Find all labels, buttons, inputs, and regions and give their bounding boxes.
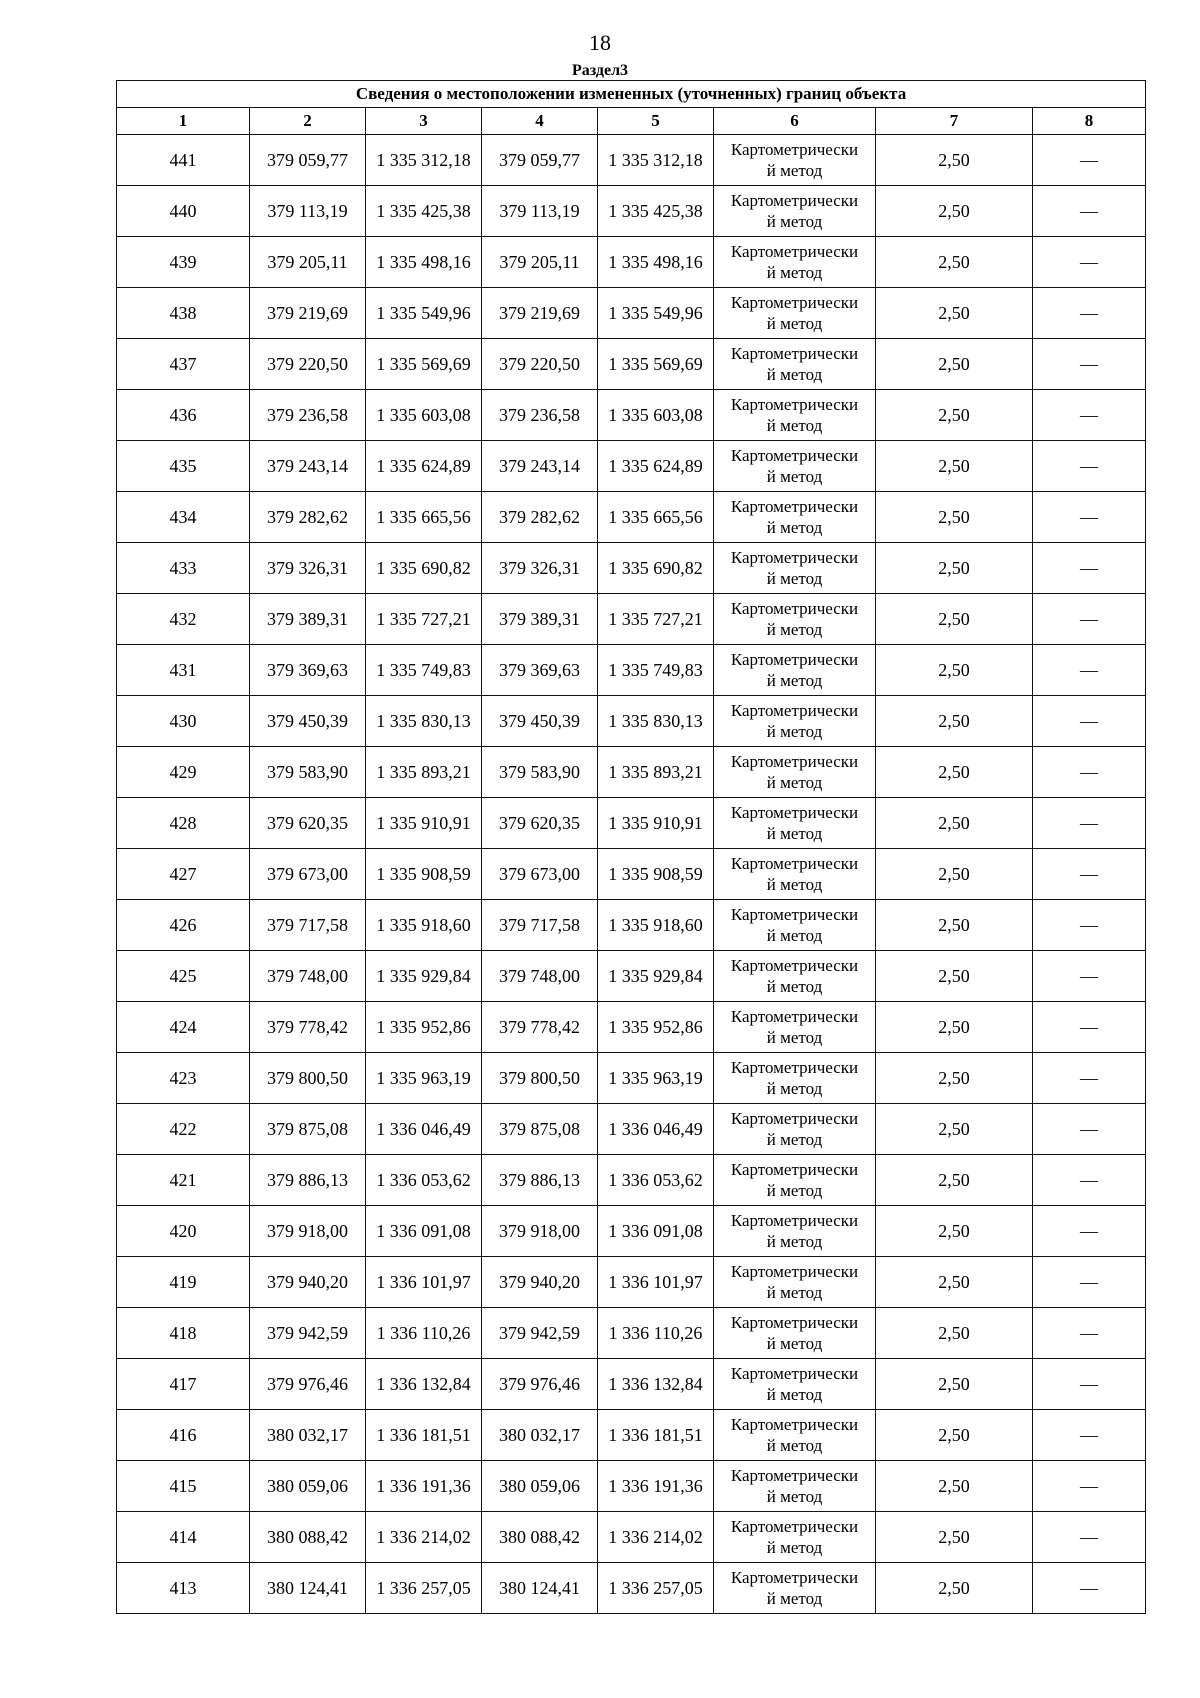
y-coordinate: 1 335 425,38 [598, 186, 714, 237]
column-number: 1 [117, 108, 250, 135]
x-coordinate: 379 942,59 [250, 1308, 366, 1359]
x-coordinate: 379 389,31 [250, 594, 366, 645]
x-coordinate: 380 032,17 [250, 1410, 366, 1461]
column-number: 2 [250, 108, 366, 135]
accuracy-cell: 2,50 [876, 1410, 1033, 1461]
x-coordinate: 379 800,50 [250, 1053, 366, 1104]
accuracy-cell: 2,50 [876, 1053, 1033, 1104]
point-number: 416 [117, 1410, 250, 1461]
y-coordinate: 1 335 952,86 [366, 1002, 482, 1053]
dash-cell: — [1033, 1002, 1146, 1053]
x-coordinate: 379 243,14 [250, 441, 366, 492]
x-coordinate: 379 220,50 [250, 339, 366, 390]
x-coordinate: 379 389,31 [482, 594, 598, 645]
accuracy-cell: 2,50 [876, 339, 1033, 390]
dash-cell: — [1033, 645, 1146, 696]
dash-cell: — [1033, 1155, 1146, 1206]
accuracy-cell: 2,50 [876, 288, 1033, 339]
accuracy-cell: 2,50 [876, 594, 1033, 645]
y-coordinate: 1 335 549,96 [366, 288, 482, 339]
method-cell: Картометрически й метод [714, 900, 876, 951]
dash-cell: — [1033, 1563, 1146, 1614]
y-coordinate: 1 335 312,18 [366, 135, 482, 186]
x-coordinate: 379 875,08 [250, 1104, 366, 1155]
table-row [117, 1053, 1146, 1104]
x-coordinate: 379 748,00 [482, 951, 598, 1002]
point-number: 414 [117, 1512, 250, 1563]
method-cell: Картометрически й метод [714, 288, 876, 339]
section-title: Раздел3 [571, 62, 629, 79]
accuracy-cell: 2,50 [876, 798, 1033, 849]
point-number: 425 [117, 951, 250, 1002]
table-row [117, 186, 1146, 237]
x-coordinate: 379 450,39 [482, 696, 598, 747]
x-coordinate: 379 282,62 [250, 492, 366, 543]
x-coordinate: 380 088,42 [482, 1512, 598, 1563]
x-coordinate: 380 059,06 [482, 1461, 598, 1512]
x-coordinate: 379 940,20 [482, 1257, 598, 1308]
method-cell: Картометрически й метод [714, 1461, 876, 1512]
method-cell: Картометрически й метод [714, 1410, 876, 1461]
dash-cell: — [1033, 1410, 1146, 1461]
dash-cell: — [1033, 1257, 1146, 1308]
dash-cell: — [1033, 543, 1146, 594]
accuracy-cell: 2,50 [876, 645, 1033, 696]
table-row [117, 798, 1146, 849]
accuracy-cell: 2,50 [876, 135, 1033, 186]
dash-cell: — [1033, 1308, 1146, 1359]
dash-cell: — [1033, 1512, 1146, 1563]
y-coordinate: 1 335 910,91 [598, 798, 714, 849]
table-row [117, 543, 1146, 594]
y-coordinate: 1 335 929,84 [598, 951, 714, 1002]
method-cell: Картометрически й метод [714, 1053, 876, 1104]
y-coordinate: 1 335 498,16 [366, 237, 482, 288]
y-coordinate: 1 335 929,84 [366, 951, 482, 1002]
x-coordinate: 379 918,00 [250, 1206, 366, 1257]
column-number: 6 [714, 108, 876, 135]
y-coordinate: 1 336 257,05 [366, 1563, 482, 1614]
accuracy-cell: 2,50 [876, 543, 1033, 594]
point-number: 430 [117, 696, 250, 747]
y-coordinate: 1 336 214,02 [366, 1512, 482, 1563]
dash-cell: — [1033, 900, 1146, 951]
dash-cell: — [1033, 1359, 1146, 1410]
x-coordinate: 379 236,58 [482, 390, 598, 441]
x-coordinate: 379 942,59 [482, 1308, 598, 1359]
y-coordinate: 1 336 101,97 [366, 1257, 482, 1308]
table-row [117, 1206, 1146, 1257]
accuracy-cell: 2,50 [876, 1206, 1033, 1257]
x-coordinate: 379 450,39 [250, 696, 366, 747]
dash-cell: — [1033, 339, 1146, 390]
point-number: 441 [117, 135, 250, 186]
accuracy-cell: 2,50 [876, 1512, 1033, 1563]
table-row [117, 441, 1146, 492]
table-row [117, 849, 1146, 900]
y-coordinate: 1 336 091,08 [366, 1206, 482, 1257]
x-coordinate: 380 124,41 [482, 1563, 598, 1614]
point-number: 435 [117, 441, 250, 492]
point-number: 417 [117, 1359, 250, 1410]
page-number: 18 [589, 30, 611, 55]
x-coordinate: 379 673,00 [250, 849, 366, 900]
y-coordinate: 1 336 053,62 [598, 1155, 714, 1206]
y-coordinate: 1 335 918,60 [598, 900, 714, 951]
x-coordinate: 380 124,41 [250, 1563, 366, 1614]
table-row [117, 1359, 1146, 1410]
x-coordinate: 379 886,13 [250, 1155, 366, 1206]
x-coordinate: 379 886,13 [482, 1155, 598, 1206]
y-coordinate: 1 335 624,89 [598, 441, 714, 492]
y-coordinate: 1 335 727,21 [598, 594, 714, 645]
accuracy-cell: 2,50 [876, 1002, 1033, 1053]
dash-cell: — [1033, 696, 1146, 747]
y-coordinate: 1 336 132,84 [366, 1359, 482, 1410]
y-coordinate: 1 335 749,83 [598, 645, 714, 696]
column-number: 5 [598, 108, 714, 135]
y-coordinate: 1 335 665,56 [366, 492, 482, 543]
method-cell: Картометрически й метод [714, 1359, 876, 1410]
accuracy-cell: 2,50 [876, 849, 1033, 900]
table-row [117, 696, 1146, 747]
accuracy-cell: 2,50 [876, 1257, 1033, 1308]
y-coordinate: 1 335 603,08 [598, 390, 714, 441]
x-coordinate: 379 205,11 [250, 237, 366, 288]
x-coordinate: 379 220,50 [482, 339, 598, 390]
method-cell: Картометрически й метод [714, 1308, 876, 1359]
method-cell: Картометрически й метод [714, 135, 876, 186]
y-coordinate: 1 336 046,49 [598, 1104, 714, 1155]
y-coordinate: 1 335 665,56 [598, 492, 714, 543]
y-coordinate: 1 335 749,83 [366, 645, 482, 696]
accuracy-cell: 2,50 [876, 951, 1033, 1002]
accuracy-cell: 2,50 [876, 237, 1033, 288]
x-coordinate: 379 778,42 [250, 1002, 366, 1053]
dash-cell: — [1033, 1053, 1146, 1104]
table-row [117, 1461, 1146, 1512]
y-coordinate: 1 335 963,19 [366, 1053, 482, 1104]
x-coordinate: 379 620,35 [482, 798, 598, 849]
method-cell: Картометрически й метод [714, 441, 876, 492]
x-coordinate: 379 219,69 [482, 288, 598, 339]
point-number: 426 [117, 900, 250, 951]
accuracy-cell: 2,50 [876, 1359, 1033, 1410]
x-coordinate: 379 800,50 [482, 1053, 598, 1104]
y-coordinate: 1 336 091,08 [598, 1206, 714, 1257]
dash-cell: — [1033, 747, 1146, 798]
method-cell: Картометрически й метод [714, 237, 876, 288]
x-coordinate: 379 326,31 [250, 543, 366, 594]
y-coordinate: 1 335 624,89 [366, 441, 482, 492]
table-row [117, 645, 1146, 696]
method-cell: Картометрически й метод [714, 543, 876, 594]
method-cell: Картометрически й метод [714, 339, 876, 390]
point-number: 421 [117, 1155, 250, 1206]
table-row [117, 1002, 1146, 1053]
y-coordinate: 1 335 690,82 [366, 543, 482, 594]
accuracy-cell: 2,50 [876, 1308, 1033, 1359]
y-coordinate: 1 336 110,26 [598, 1308, 714, 1359]
method-cell: Картометрически й метод [714, 1512, 876, 1563]
y-coordinate: 1 336 110,26 [366, 1308, 482, 1359]
x-coordinate: 379 369,63 [482, 645, 598, 696]
accuracy-cell: 2,50 [876, 390, 1033, 441]
x-coordinate: 379 113,19 [250, 186, 366, 237]
y-coordinate: 1 335 963,19 [598, 1053, 714, 1104]
column-number: 3 [366, 108, 482, 135]
table-row [117, 1410, 1146, 1461]
table-caption: Сведения о местоположении измененных (уточненных) границ объекта [117, 81, 1146, 108]
point-number: 419 [117, 1257, 250, 1308]
y-coordinate: 1 335 893,21 [598, 747, 714, 798]
y-coordinate: 1 335 549,96 [598, 288, 714, 339]
point-number: 440 [117, 186, 250, 237]
table-row [117, 339, 1146, 390]
dash-cell: — [1033, 186, 1146, 237]
x-coordinate: 379 205,11 [482, 237, 598, 288]
table-body [117, 135, 1146, 1614]
y-coordinate: 1 336 053,62 [366, 1155, 482, 1206]
point-number: 429 [117, 747, 250, 798]
x-coordinate: 379 976,46 [250, 1359, 366, 1410]
accuracy-cell: 2,50 [876, 1155, 1033, 1206]
point-number: 433 [117, 543, 250, 594]
column-number-row [117, 108, 1146, 135]
table-row [117, 951, 1146, 1002]
dash-cell: — [1033, 492, 1146, 543]
y-coordinate: 1 335 727,21 [366, 594, 482, 645]
x-coordinate: 379 583,90 [482, 747, 598, 798]
x-coordinate: 379 236,58 [250, 390, 366, 441]
x-coordinate: 379 326,31 [482, 543, 598, 594]
point-number: 413 [117, 1563, 250, 1614]
point-number: 423 [117, 1053, 250, 1104]
x-coordinate: 379 113,19 [482, 186, 598, 237]
accuracy-cell: 2,50 [876, 441, 1033, 492]
point-number: 436 [117, 390, 250, 441]
x-coordinate: 379 976,46 [482, 1359, 598, 1410]
method-cell: Картометрически й метод [714, 1206, 876, 1257]
x-coordinate: 379 717,58 [250, 900, 366, 951]
column-number: 7 [876, 108, 1033, 135]
y-coordinate: 1 335 569,69 [366, 339, 482, 390]
dash-cell: — [1033, 1206, 1146, 1257]
y-coordinate: 1 335 498,16 [598, 237, 714, 288]
x-coordinate: 380 032,17 [482, 1410, 598, 1461]
table-row [117, 1257, 1146, 1308]
method-cell: Картометрически й метод [714, 594, 876, 645]
x-coordinate: 379 369,63 [250, 645, 366, 696]
accuracy-cell: 2,50 [876, 900, 1033, 951]
point-number: 422 [117, 1104, 250, 1155]
y-coordinate: 1 335 830,13 [598, 696, 714, 747]
point-number: 434 [117, 492, 250, 543]
y-coordinate: 1 335 952,86 [598, 1002, 714, 1053]
method-cell: Картометрически й метод [714, 798, 876, 849]
accuracy-cell: 2,50 [876, 492, 1033, 543]
table-row [117, 1155, 1146, 1206]
x-coordinate: 379 778,42 [482, 1002, 598, 1053]
point-number: 438 [117, 288, 250, 339]
y-coordinate: 1 335 312,18 [598, 135, 714, 186]
column-number: 4 [482, 108, 598, 135]
point-number: 420 [117, 1206, 250, 1257]
y-coordinate: 1 335 569,69 [598, 339, 714, 390]
method-cell: Картометрически й метод [714, 1257, 876, 1308]
y-coordinate: 1 336 191,36 [598, 1461, 714, 1512]
dash-cell: — [1033, 951, 1146, 1002]
table-row [117, 1308, 1146, 1359]
accuracy-cell: 2,50 [876, 696, 1033, 747]
method-cell: Картометрически й метод [714, 951, 876, 1002]
x-coordinate: 379 940,20 [250, 1257, 366, 1308]
table-row [117, 1104, 1146, 1155]
x-coordinate: 379 059,77 [250, 135, 366, 186]
dash-cell: — [1033, 594, 1146, 645]
dash-cell: — [1033, 849, 1146, 900]
x-coordinate: 379 875,08 [482, 1104, 598, 1155]
dash-cell: — [1033, 798, 1146, 849]
point-number: 427 [117, 849, 250, 900]
y-coordinate: 1 335 908,59 [366, 849, 482, 900]
dash-cell: — [1033, 1461, 1146, 1512]
dash-cell: — [1033, 1104, 1146, 1155]
y-coordinate: 1 336 191,36 [366, 1461, 482, 1512]
method-cell: Картометрически й метод [714, 1002, 876, 1053]
dash-cell: — [1033, 288, 1146, 339]
table-row [117, 594, 1146, 645]
x-coordinate: 379 059,77 [482, 135, 598, 186]
x-coordinate: 380 088,42 [250, 1512, 366, 1563]
dash-cell: — [1033, 135, 1146, 186]
point-number: 432 [117, 594, 250, 645]
y-coordinate: 1 336 257,05 [598, 1563, 714, 1614]
point-number: 428 [117, 798, 250, 849]
x-coordinate: 379 717,58 [482, 900, 598, 951]
point-number: 437 [117, 339, 250, 390]
method-cell: Картометрически й метод [714, 696, 876, 747]
x-coordinate: 379 219,69 [250, 288, 366, 339]
dash-cell: — [1033, 237, 1146, 288]
y-coordinate: 1 336 181,51 [366, 1410, 482, 1461]
accuracy-cell: 2,50 [876, 1461, 1033, 1512]
accuracy-cell: 2,50 [876, 1563, 1033, 1614]
x-coordinate: 380 059,06 [250, 1461, 366, 1512]
table-row [117, 135, 1146, 186]
method-cell: Картометрически й метод [714, 390, 876, 441]
y-coordinate: 1 335 425,38 [366, 186, 482, 237]
method-cell: Картометрически й метод [714, 849, 876, 900]
boundary-coordinates-table [116, 80, 1146, 1614]
accuracy-cell: 2,50 [876, 747, 1033, 798]
point-number: 418 [117, 1308, 250, 1359]
table-row [117, 1512, 1146, 1563]
dash-cell: — [1033, 390, 1146, 441]
y-coordinate: 1 335 910,91 [366, 798, 482, 849]
point-number: 431 [117, 645, 250, 696]
y-coordinate: 1 336 132,84 [598, 1359, 714, 1410]
dash-cell: — [1033, 441, 1146, 492]
method-cell: Картометрически й метод [714, 1104, 876, 1155]
x-coordinate: 379 748,00 [250, 951, 366, 1002]
x-coordinate: 379 918,00 [482, 1206, 598, 1257]
x-coordinate: 379 583,90 [250, 747, 366, 798]
column-number: 8 [1033, 108, 1146, 135]
y-coordinate: 1 336 101,97 [598, 1257, 714, 1308]
y-coordinate: 1 335 603,08 [366, 390, 482, 441]
accuracy-cell: 2,50 [876, 186, 1033, 237]
x-coordinate: 379 620,35 [250, 798, 366, 849]
point-number: 415 [117, 1461, 250, 1512]
accuracy-cell: 2,50 [876, 1104, 1033, 1155]
method-cell: Картометрически й метод [714, 1563, 876, 1614]
method-cell: Картометрически й метод [714, 492, 876, 543]
x-coordinate: 379 282,62 [482, 492, 598, 543]
table-row [117, 1563, 1146, 1614]
y-coordinate: 1 335 893,21 [366, 747, 482, 798]
table-row [117, 390, 1146, 441]
method-cell: Картометрически й метод [714, 747, 876, 798]
x-coordinate: 379 673,00 [482, 849, 598, 900]
y-coordinate: 1 335 830,13 [366, 696, 482, 747]
x-coordinate: 379 243,14 [482, 441, 598, 492]
method-cell: Картометрически й метод [714, 645, 876, 696]
table-row [117, 900, 1146, 951]
point-number: 439 [117, 237, 250, 288]
y-coordinate: 1 336 214,02 [598, 1512, 714, 1563]
table-row [117, 288, 1146, 339]
y-coordinate: 1 335 918,60 [366, 900, 482, 951]
method-cell: Картометрически й метод [714, 1155, 876, 1206]
point-number: 424 [117, 1002, 250, 1053]
y-coordinate: 1 335 690,82 [598, 543, 714, 594]
y-coordinate: 1 335 908,59 [598, 849, 714, 900]
table-row [117, 237, 1146, 288]
method-cell: Картометрически й метод [714, 186, 876, 237]
y-coordinate: 1 336 046,49 [366, 1104, 482, 1155]
table-row [117, 747, 1146, 798]
y-coordinate: 1 336 181,51 [598, 1410, 714, 1461]
table-row [117, 492, 1146, 543]
